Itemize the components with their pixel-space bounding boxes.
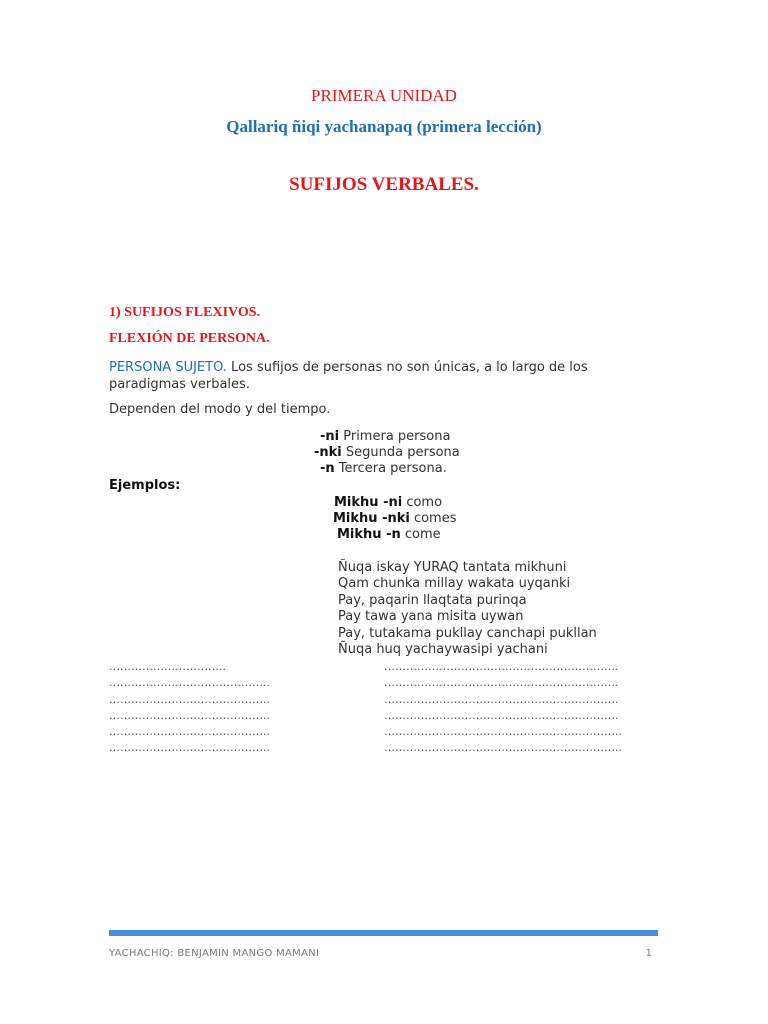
blank-line-left: …………………………………….. — [109, 676, 270, 689]
quechua-sentence: Qam chunka millay wakata uyqanki — [338, 576, 571, 591]
intro-paragraph — [109, 359, 609, 393]
suffix-meaning: Tercera persona. — [334, 461, 447, 476]
example-word: Mikhu -ni — [334, 495, 403, 510]
example-gloss: come — [400, 527, 441, 542]
quechua-sentence: Ñuqa huq yachaywasipi yachani — [338, 642, 548, 657]
quechua-sentence: Pay, tutakama pukllay canchapi pukllan — [338, 626, 597, 641]
persona-sujeto-label: PERSONA SUJETO. — [109, 360, 227, 375]
suffix-item — [314, 445, 460, 460]
suffix-marker: -nki — [314, 445, 342, 460]
example-word: Mikhu -nki — [333, 511, 410, 526]
suffix-item — [320, 461, 447, 476]
blank-line-left: …………………………………….. — [109, 709, 270, 722]
quechua-sentence: Ñuqa iskay YURAQ tantata mikhuni — [338, 560, 567, 575]
page-number: 1 — [645, 948, 652, 959]
example-gloss: como — [402, 495, 443, 510]
example-item — [337, 527, 441, 542]
section-heading-flexivos: 1) SUFIJOS FLEXIVOS. — [109, 305, 261, 320]
quechua-sentence: Pay, paqarin llaqtata purinqa — [338, 593, 527, 608]
suffix-item — [320, 429, 450, 444]
suffix-meaning: Primera persona — [339, 429, 451, 444]
blank-line-left: ………………………….. — [109, 660, 226, 673]
example-item — [334, 495, 442, 510]
section-heading-flexion: FLEXIÓN DE PERSONA. — [109, 331, 270, 346]
blank-line-right: ……………………………………………………….. — [384, 741, 622, 754]
page-title: PRIMERA UNIDAD — [311, 86, 457, 105]
suffix-marker: -ni — [320, 429, 340, 444]
blank-line-left: …………………………………….. — [109, 725, 270, 738]
main-heading: SUFIJOS VERBALES. — [289, 174, 479, 195]
intro-line-2: Dependen del modo y del tiempo. — [109, 402, 331, 417]
example-item — [333, 511, 457, 526]
blank-line-left: …………………………………….. — [109, 693, 270, 706]
suffix-marker: -n — [320, 461, 335, 476]
suffix-meaning: Segunda persona — [341, 445, 460, 460]
blank-line-right: ………………………………………………………. — [384, 660, 619, 673]
blank-line-right: ………………………………………………………. — [384, 709, 619, 722]
blank-line-right: ………………………………………………………. — [384, 676, 619, 689]
blank-line-left: …………………………………….. — [109, 741, 270, 754]
blank-line-right: ……………………………………………………….. — [384, 725, 622, 738]
footer-divider — [109, 930, 658, 936]
blank-line-right: ………………………………………………………. — [384, 693, 619, 706]
example-word: Mikhu -n — [337, 527, 401, 542]
example-gloss: comes — [409, 511, 457, 526]
quechua-sentence: Pay tawa yana misita uywan — [338, 609, 524, 624]
examples-label: Ejemplos: — [109, 478, 181, 493]
page-subtitle: Qallariq ñiqi yachanapaq (primera lección) — [226, 117, 542, 136]
footer-author: YACHACHIQ: BENJAMIN MANGO MAMANI — [109, 948, 320, 959]
intro-text: Los sufijos de personas no son únicas, a lo largo de los paradigmas verbales. — [109, 360, 588, 392]
